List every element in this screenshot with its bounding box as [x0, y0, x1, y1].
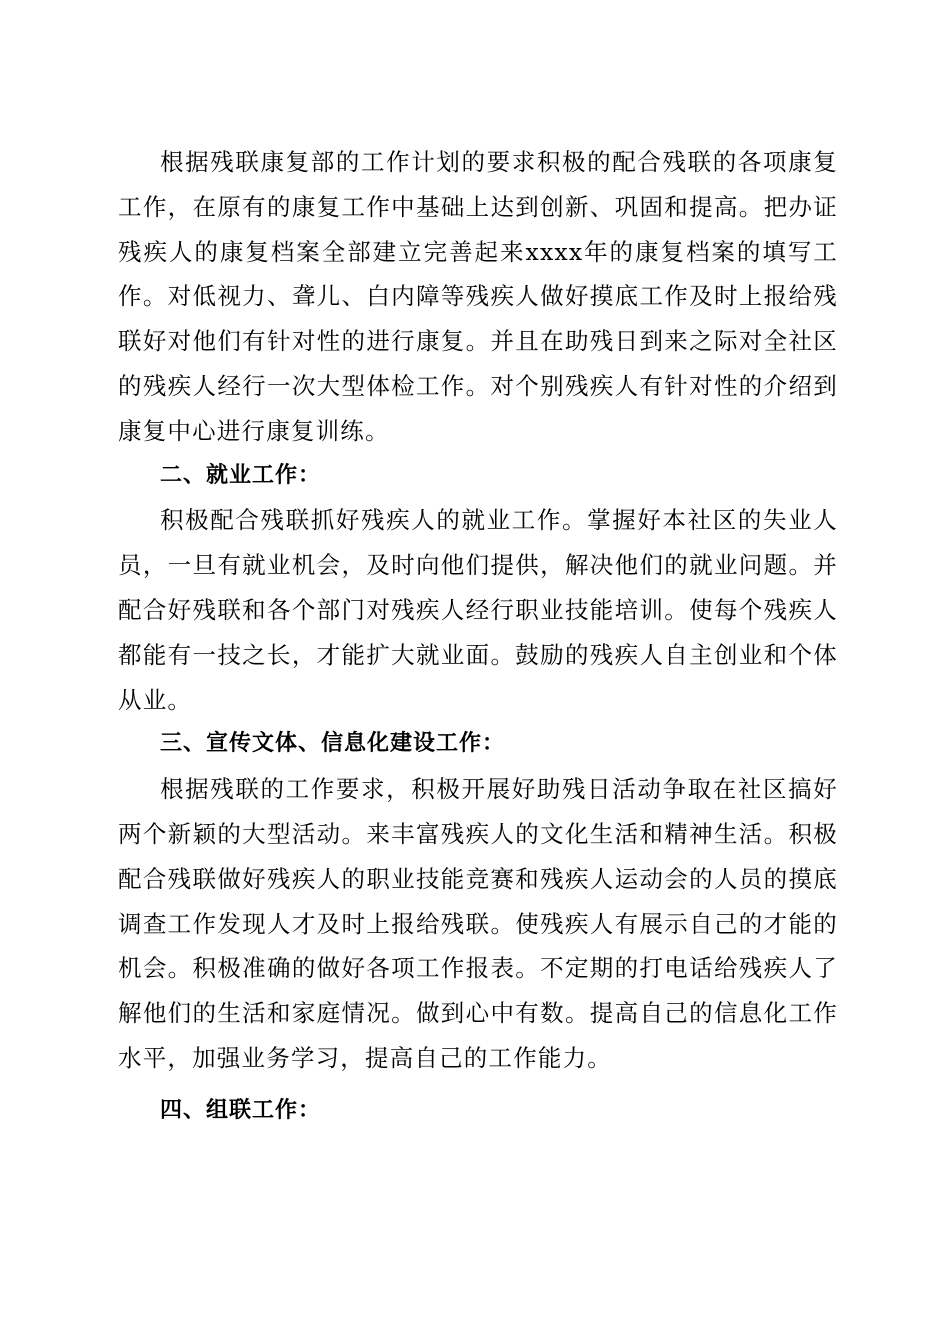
heading-employment: 二、就业工作： [160, 462, 322, 488]
paragraph-publicity-culture-informatization: 根据残联的工作要求，积极开展好助残日活动争取在社区搞好两个新颖的大型活动。来丰富残疾人的文化生活和精神生活。积极配合残联做好残疾人的职业技能竞赛和残疾人运动会的人员的摸底调查工作发现人才及时上报给残联。使残疾人有展示自己的才能的机会。积极准确的做好各项工作报表。不定期的打电话给残疾人了解他们的生活和家庭情况。做到心中有数。提高自己的信息化工作水平，加强业务学习，提高自己的工作能力。 [118, 775, 838, 1072]
paragraph-employment: 积极配合残联抓好残疾人的就业工作。掌握好本社区的失业人员，一旦有就业机会，及时向他们提供，解决他们的就业问题。并配合好残联和各个部门对残疾人经行职业技能培训。使每个残疾人都能有一技之长，才能扩大就业面。鼓励的残疾人自主创业和个体从业。 [118, 506, 838, 714]
document-body [118, 140, 838, 1134]
heading-organization-liaison: 四、组联工作： [160, 1097, 322, 1123]
heading-publicity-culture-informatization: 三、宣传文体、信息化建设工作： [160, 731, 506, 757]
paragraph-rehabilitation: 根据残联康复部的工作计划的要求积极的配合残联的各项康复工作，在原有的康复工作中基础上达到创新、巩固和提高。把办证残疾人的康复档案全部建立完善起来xxxx年的康复档案的填写工作。对低视力、聋儿、白内障等残疾人做好摸底工作及时上报给残联好对他们有针对性的进行康复。并且在助残日到来之际对全社区的残疾人经行一次大型体检工作。对个别残疾人有针对性的介绍到康复中心进行康复训练。 [118, 148, 838, 445]
